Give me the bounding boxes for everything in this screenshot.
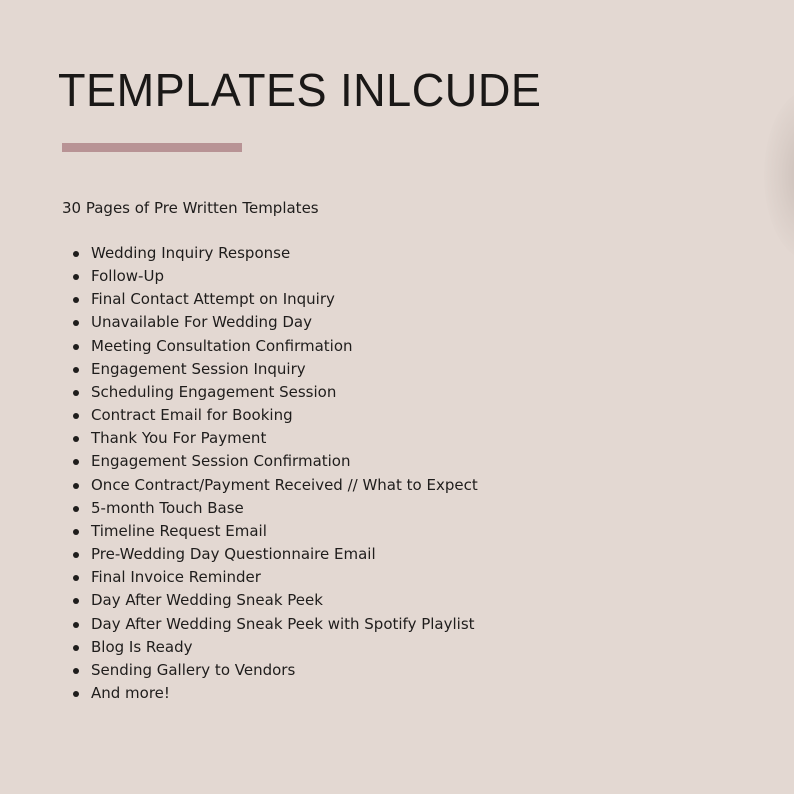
list-item: Scheduling Engagement Session: [62, 381, 478, 404]
list-item: Contract Email for Booking: [62, 404, 478, 427]
list-item: Follow-Up: [62, 265, 478, 288]
list-item: And more!: [62, 682, 478, 705]
list-item: Wedding Inquiry Response: [62, 242, 478, 265]
list-item: Timeline Request Email: [62, 520, 478, 543]
template-list: [62, 242, 478, 705]
list-item: Unavailable For Wedding Day: [62, 311, 478, 334]
page-title: TEMPLATES INLCUDE: [58, 64, 542, 116]
title-accent-bar: [62, 143, 242, 152]
list-item: Blog Is Ready: [62, 636, 478, 659]
list-item: Sending Gallery to Vendors: [62, 659, 478, 682]
list-item: Engagement Session Inquiry: [62, 358, 478, 381]
list-item: Final Contact Attempt on Inquiry: [62, 288, 478, 311]
list-item: Thank You For Payment: [62, 427, 478, 450]
list-item: Day After Wedding Sneak Peek: [62, 589, 478, 612]
edge-shadow-decoration: [764, 90, 794, 260]
list-item: Meeting Consultation Confirmation: [62, 335, 478, 358]
list-item: Day After Wedding Sneak Peek with Spotify Playlist: [62, 613, 478, 636]
list-item: Engagement Session Confirmation: [62, 450, 478, 473]
list-item: Final Invoice Reminder: [62, 566, 478, 589]
list-item: Pre-Wedding Day Questionnaire Email: [62, 543, 478, 566]
intro-text: 30 Pages of Pre Written Templates: [62, 199, 319, 217]
list-item: 5-month Touch Base: [62, 497, 478, 520]
list-item: Once Contract/Payment Received // What to Expect: [62, 474, 478, 497]
